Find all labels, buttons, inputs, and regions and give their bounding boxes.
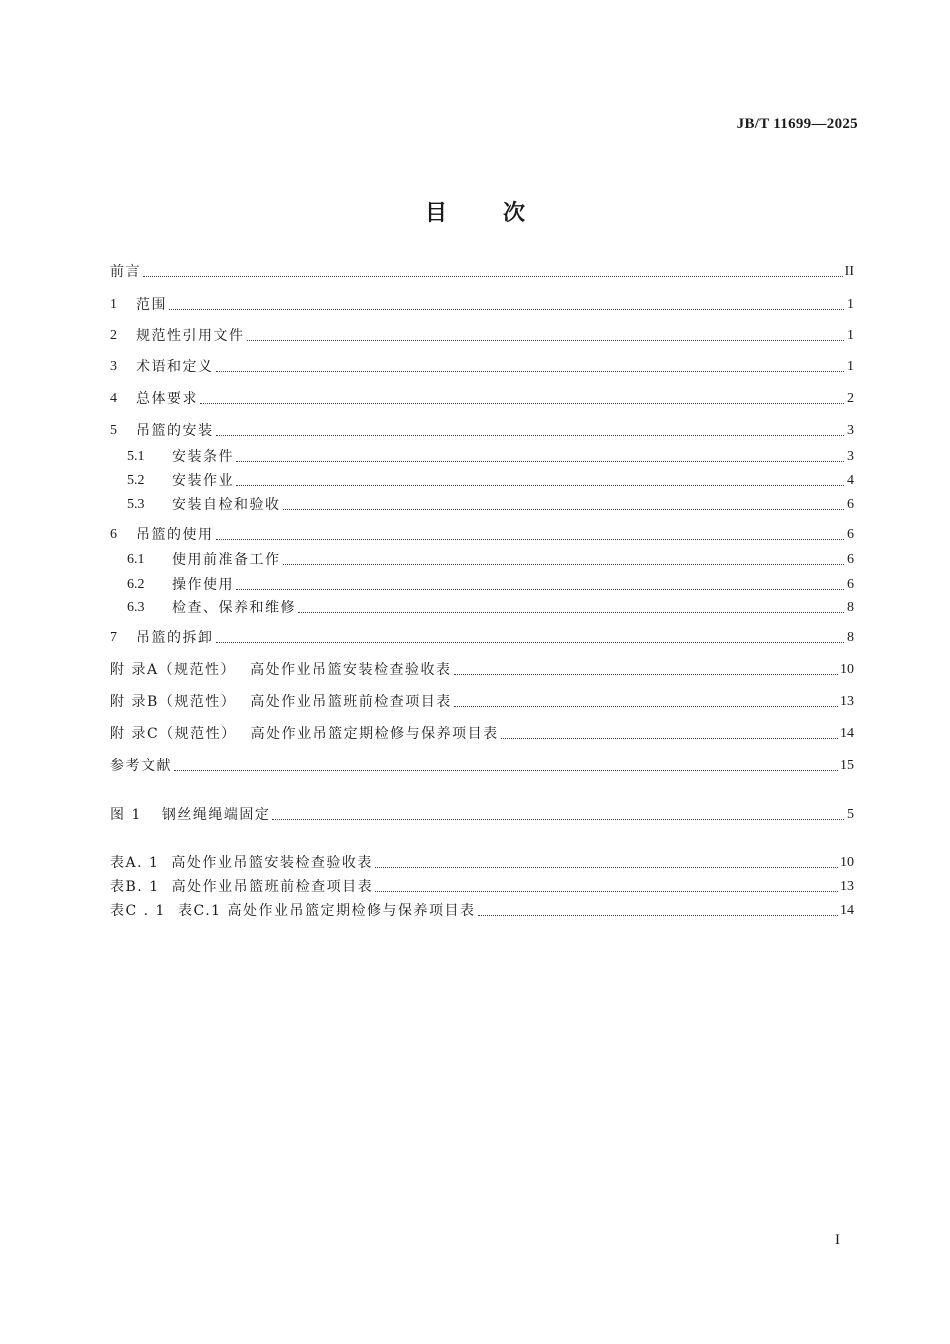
- toc-number: 5.3: [127, 497, 145, 512]
- appendix-prefix: 附 录C（规范性）: [110, 726, 237, 742]
- toc-page: 14: [840, 726, 854, 741]
- toc-label: 参考文献: [110, 758, 172, 774]
- toc-number: 5.2: [127, 473, 145, 488]
- toc-title: [0, 196, 950, 227]
- toc-label: 总体要求: [136, 391, 198, 407]
- toc-entry-ch7[interactable]: [110, 628, 854, 648]
- toc-entry-ch3[interactable]: [110, 357, 854, 377]
- toc-number: 7: [110, 630, 117, 645]
- toc-entry-ch5[interactable]: [110, 421, 854, 441]
- dot-leader: [247, 340, 845, 341]
- toc-label: 高处作业吊篮班前检查项目表: [171, 879, 374, 895]
- toc-page: 13: [840, 694, 854, 709]
- toc-label: 吊篮的使用: [136, 527, 214, 543]
- toc-number: 5: [110, 423, 117, 438]
- toc-entry-5-3[interactable]: [127, 495, 854, 515]
- dot-leader: [454, 674, 838, 675]
- toc-number: 6.1: [127, 552, 145, 567]
- toc-title-char-1: 目: [424, 201, 447, 226]
- toc-number: 6.2: [127, 577, 145, 592]
- toc-page: 6: [847, 497, 854, 512]
- standard-code: JB/T 11699—2025: [736, 116, 858, 132]
- toc-label: 操作使用: [172, 577, 234, 593]
- dot-leader: [216, 539, 845, 540]
- toc-entry-table-c1[interactable]: [110, 901, 854, 921]
- toc-page: 1: [847, 328, 854, 343]
- toc-number: 2: [110, 328, 117, 343]
- toc-number: 3: [110, 359, 117, 374]
- toc-label: 高处作业吊篮安装检查验收表: [250, 662, 452, 678]
- toc-page: 13: [840, 879, 854, 894]
- toc-label: 高处作业吊篮班前检查项目表: [250, 694, 452, 710]
- toc-page: 4: [847, 473, 854, 488]
- toc-label: 高处作业吊篮安装检查验收表: [171, 855, 373, 871]
- toc-entry-table-a1[interactable]: [110, 853, 854, 873]
- dot-leader: [236, 485, 844, 486]
- toc-page: II: [844, 264, 854, 279]
- toc-label: 使用前准备工作: [172, 552, 281, 568]
- toc-page: 3: [847, 423, 854, 438]
- dot-leader: [501, 738, 838, 739]
- toc-label: 高处作业吊篮定期检修与保养项目表: [250, 726, 499, 742]
- toc-number: 5.1: [127, 449, 145, 464]
- toc-label: 术语和定义: [136, 359, 214, 375]
- dot-leader: [174, 770, 838, 771]
- toc-entry-6-2[interactable]: [127, 575, 854, 595]
- toc-entry-ch1[interactable]: [110, 295, 854, 315]
- dot-leader: [236, 589, 844, 590]
- toc-entry-appendix-b[interactable]: [110, 692, 854, 712]
- toc-page: 8: [847, 630, 854, 645]
- toc-label: 吊篮的拆卸: [136, 630, 214, 646]
- toc-page: 15: [840, 758, 854, 773]
- toc-page: 8: [847, 600, 854, 615]
- dot-leader: [272, 819, 844, 820]
- toc-entry-appendix-a[interactable]: [110, 660, 854, 680]
- toc-page: 3: [847, 449, 854, 464]
- toc-label: 安装条件: [172, 449, 234, 465]
- toc-entry-5-2[interactable]: [127, 471, 854, 491]
- toc-entry-preface[interactable]: [110, 262, 854, 282]
- dot-leader: [216, 642, 845, 643]
- dot-leader: [375, 867, 838, 868]
- toc-entry-6-3[interactable]: [127, 598, 854, 618]
- toc-entry-6-1[interactable]: [127, 550, 854, 570]
- dot-leader: [283, 564, 845, 565]
- page-number: I: [835, 1232, 840, 1248]
- toc-entry-appendix-c[interactable]: [110, 724, 854, 744]
- dot-leader: [283, 509, 845, 510]
- toc-page: 6: [847, 552, 854, 567]
- dot-leader: [478, 915, 838, 916]
- toc-label: 表C.1 高处作业吊篮定期检修与保养项目表: [177, 903, 476, 919]
- dot-leader: [200, 403, 844, 404]
- toc-page: 6: [847, 577, 854, 592]
- toc-page: 5: [847, 807, 854, 822]
- toc-page: 10: [840, 662, 854, 677]
- table-number: 表A. 1: [110, 855, 160, 871]
- toc-number: 6.3: [127, 600, 145, 615]
- toc-label: 规范性引用文件: [136, 328, 245, 344]
- table-number: 表B. 1: [110, 879, 160, 895]
- toc-label: 吊篮的安装: [136, 423, 214, 439]
- dot-leader: [216, 371, 845, 372]
- toc-page: 1: [847, 297, 854, 312]
- toc-entry-5-1[interactable]: [127, 447, 854, 467]
- toc-page: 14: [840, 903, 854, 918]
- toc-label: 范围: [136, 297, 167, 313]
- toc-number: 4: [110, 391, 117, 406]
- toc-number: 6: [110, 527, 117, 542]
- toc-entry-ch4[interactable]: [110, 389, 854, 409]
- dot-leader: [143, 276, 843, 277]
- dot-leader: [375, 891, 838, 892]
- toc-entry-ch2[interactable]: [110, 326, 854, 346]
- toc-page: 6: [847, 527, 854, 542]
- dot-leader: [236, 461, 844, 462]
- toc-entry-references[interactable]: [110, 756, 854, 776]
- toc-page: 10: [840, 855, 854, 870]
- figure-number: 图 1: [110, 807, 142, 823]
- appendix-prefix: 附 录B（规范性）: [110, 694, 237, 710]
- toc-label: 前言: [110, 264, 141, 280]
- toc-page: 1: [847, 359, 854, 374]
- toc-entry-ch6[interactable]: [110, 525, 854, 545]
- toc-label: 安装作业: [172, 473, 234, 489]
- dot-leader: [216, 435, 845, 436]
- appendix-prefix: 附 录A（规范性）: [110, 662, 237, 678]
- toc-label: 安装自检和验收: [172, 497, 281, 513]
- toc-entry-figure-1[interactable]: [110, 805, 854, 825]
- dot-leader: [169, 309, 844, 310]
- toc-title-char-2: 次: [503, 201, 526, 226]
- toc-label: 检查、保养和维修: [172, 600, 296, 616]
- table-number: 表C . 1: [110, 903, 166, 919]
- toc-number: 1: [110, 297, 117, 312]
- toc-label: 钢丝绳绳端固定: [161, 807, 271, 823]
- toc-page: 2: [847, 391, 854, 406]
- dot-leader: [454, 706, 838, 707]
- dot-leader: [298, 612, 844, 613]
- toc-entry-table-b1[interactable]: [110, 877, 854, 897]
